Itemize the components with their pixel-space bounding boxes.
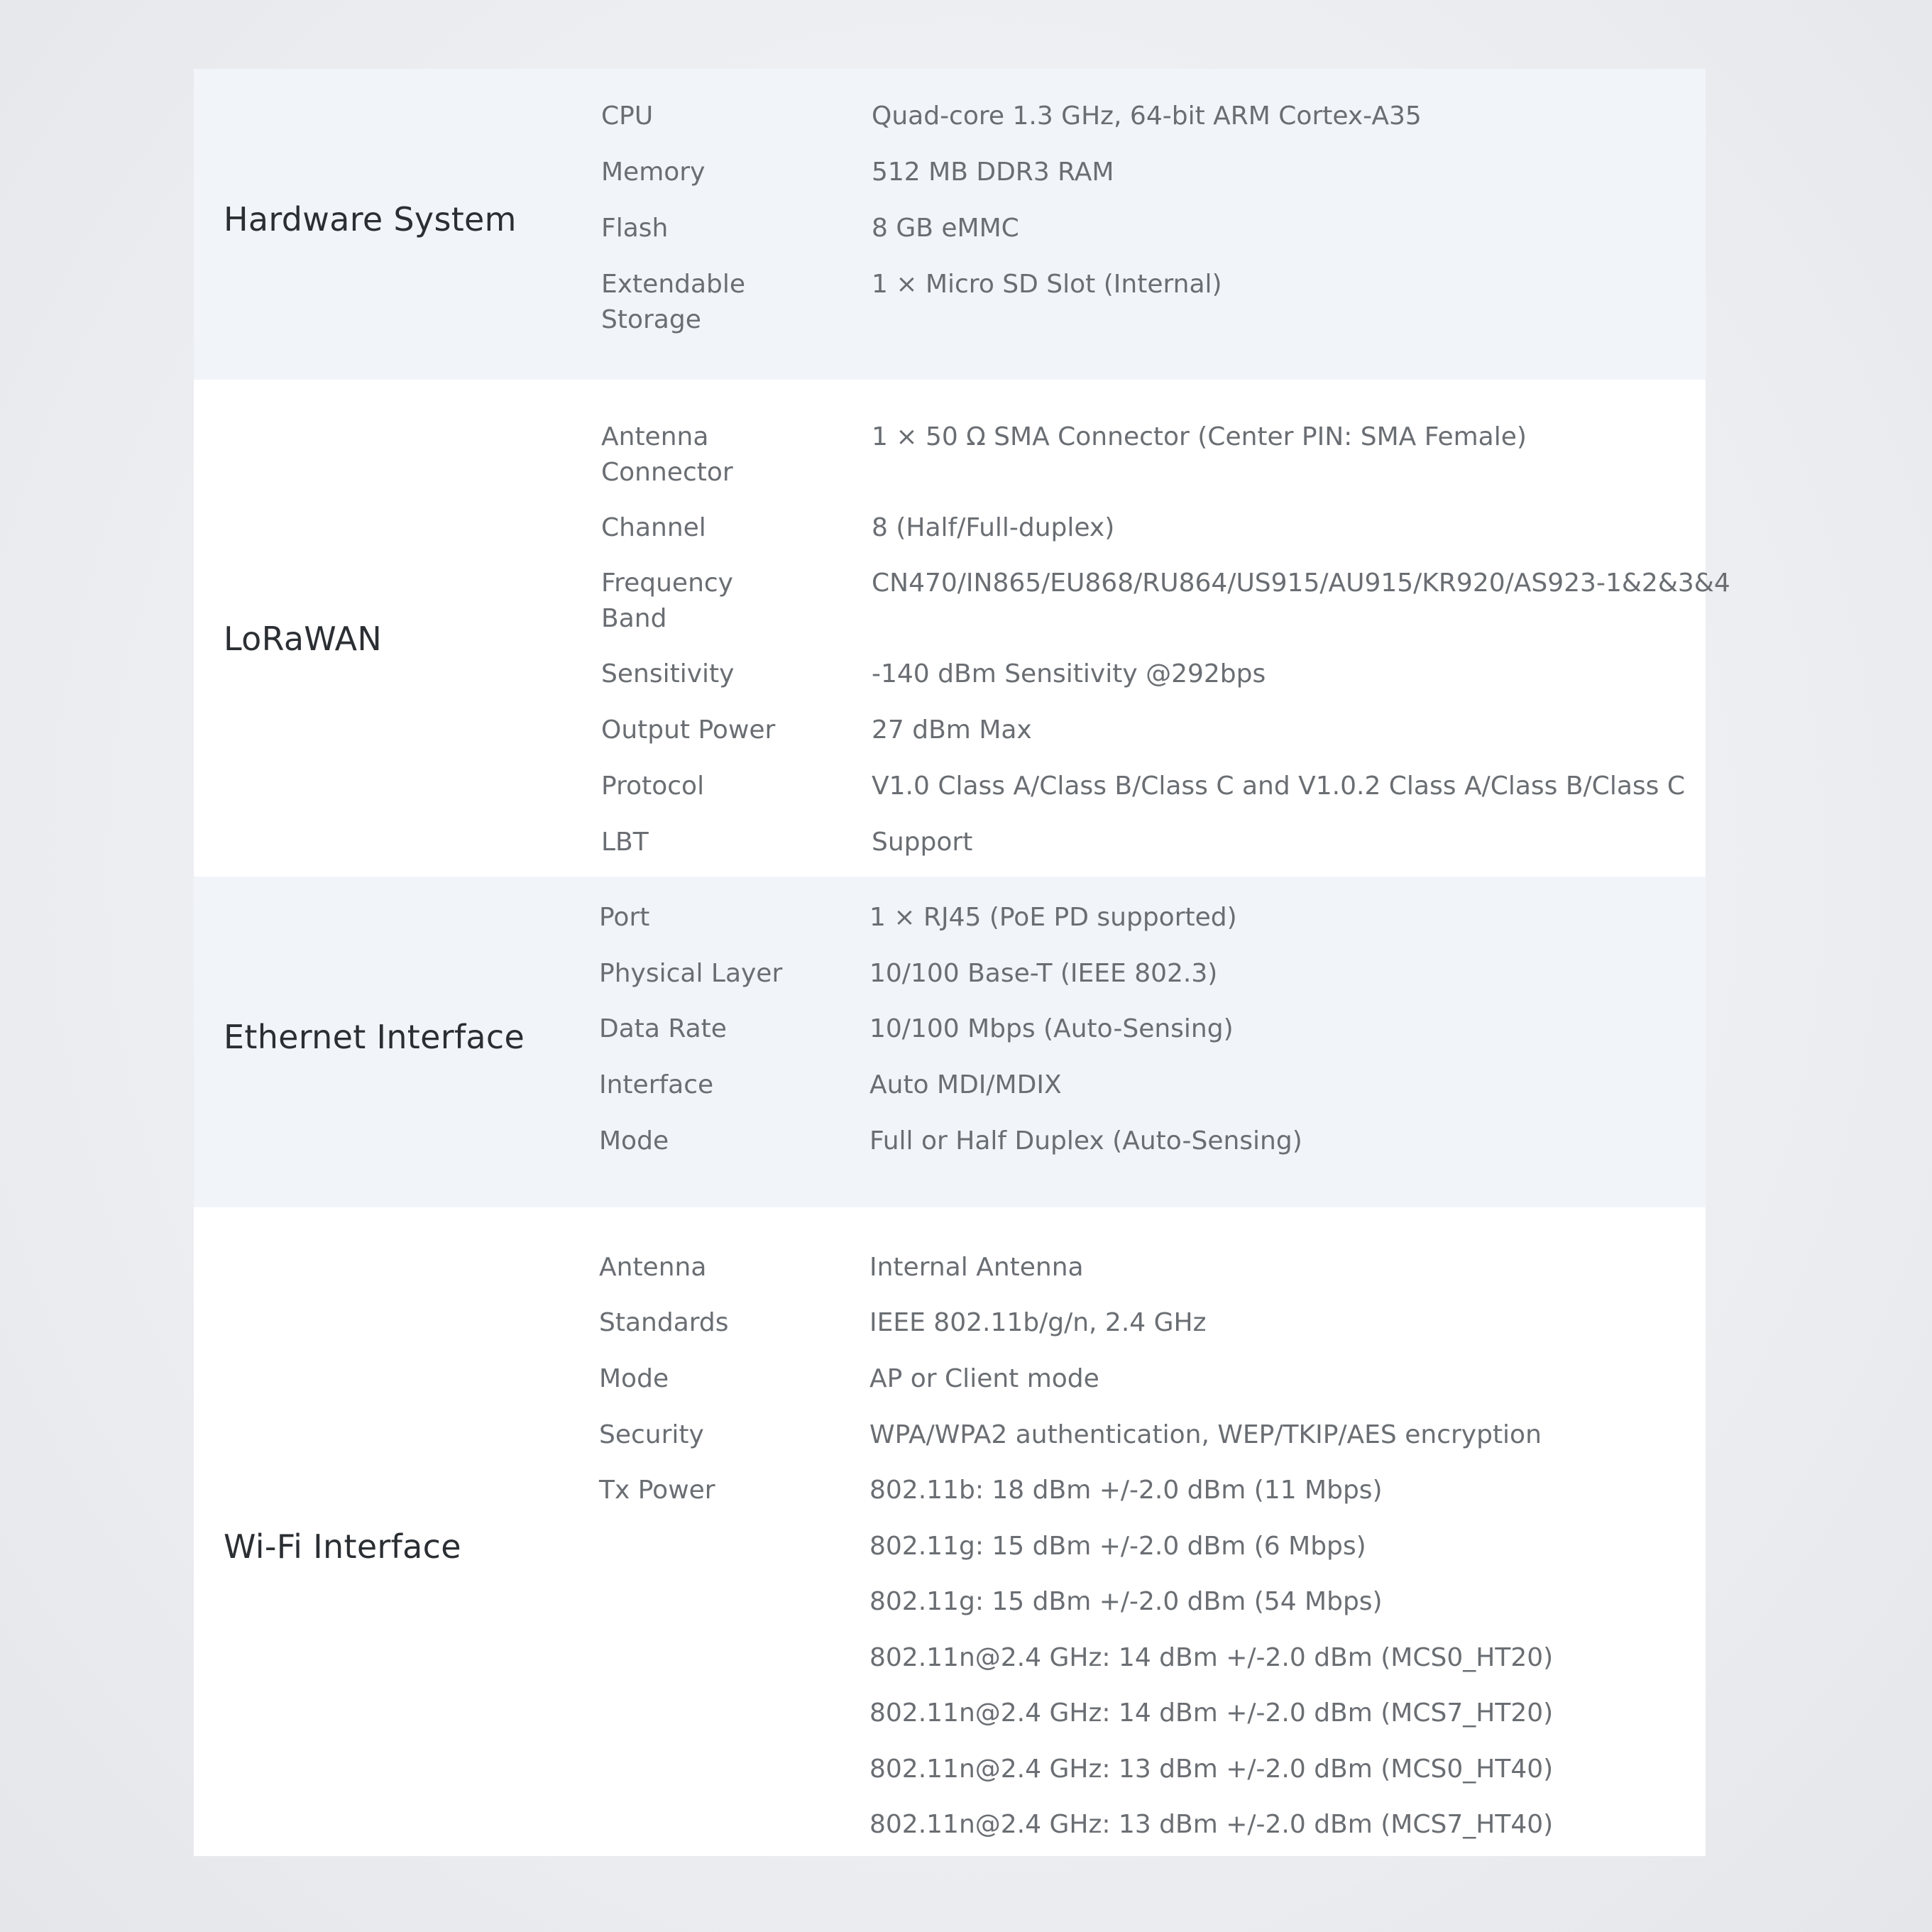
spec-label: Antenna bbox=[599, 1253, 707, 1282]
spec-value: 512 MB DDR3 RAM bbox=[872, 158, 1114, 187]
spec-value: Auto MDI/MDIX bbox=[869, 1070, 1062, 1099]
spec-label: Channel bbox=[601, 513, 706, 542]
spec-value: 27 dBm Max bbox=[872, 715, 1032, 745]
spec-label: Output Power bbox=[601, 715, 776, 745]
spec-value: CN470/IN865/EU868/RU864/US915/AU915/KR920/AS923-1&2&3&4 bbox=[872, 569, 1730, 598]
category-title: LoRaWAN bbox=[224, 620, 383, 658]
spec-label: Flash bbox=[601, 214, 669, 243]
spec-label: Extendable Storage bbox=[601, 270, 746, 334]
spec-label: Port bbox=[599, 903, 650, 932]
spec-value: Full or Half Duplex (Auto-Sensing) bbox=[869, 1126, 1302, 1156]
spec-label: Protocol bbox=[601, 772, 705, 801]
section-lorawan bbox=[194, 380, 1730, 877]
spec-value: -140 dBm Sensitivity @292bps bbox=[872, 659, 1266, 688]
tx-power-line: 802.11n@2.4 GHz: 13 dBm +/-2.0 dBm (MCS7_HT40) bbox=[869, 1810, 1554, 1839]
section-hardware-system bbox=[194, 69, 1706, 380]
category-title: Ethernet Interface bbox=[224, 1018, 525, 1056]
spec-label: CPU bbox=[601, 101, 654, 131]
spec-value: WPA/WPA2 authentication, WEP/TKIP/AES encryption bbox=[869, 1420, 1542, 1449]
spec-label: Security bbox=[599, 1420, 704, 1449]
spec-label: Sensitivity bbox=[601, 659, 735, 688]
spec-value: 1 × Micro SD Slot (Internal) bbox=[872, 270, 1222, 299]
spec-value: Support bbox=[872, 828, 973, 857]
spec-table bbox=[194, 69, 1730, 1856]
tx-power-line: 802.11b: 18 dBm +/-2.0 dBm (11 Mbps) bbox=[869, 1476, 1383, 1505]
spec-label: Antenna Connector bbox=[601, 422, 733, 487]
spec-label: LBT bbox=[601, 828, 649, 857]
spec-value: Internal Antenna bbox=[869, 1253, 1084, 1282]
section-wifi-interface bbox=[194, 1207, 1706, 1856]
spec-value: 10/100 Mbps (Auto-Sensing) bbox=[869, 1014, 1234, 1043]
spec-value: Quad-core 1.3 GHz, 64-bit ARM Cortex-A35 bbox=[872, 101, 1422, 131]
spec-value: AP or Client mode bbox=[869, 1364, 1099, 1393]
spec-value: IEEE 802.11b/g/n, 2.4 GHz bbox=[869, 1308, 1207, 1337]
tx-power-line: 802.11n@2.4 GHz: 14 dBm +/-2.0 dBm (MCS0_HT20) bbox=[869, 1642, 1554, 1672]
spec-value: V1.0 Class A/Class B/Class C and V1.0.2 Class A/Class B/Class C bbox=[872, 772, 1685, 801]
spec-value: 1 × 50 Ω SMA Connector (Center PIN: SMA Female) bbox=[872, 422, 1527, 451]
tx-power-line: 802.11g: 15 dBm +/-2.0 dBm (6 Mbps) bbox=[869, 1531, 1366, 1561]
spec-label: Mode bbox=[599, 1364, 669, 1393]
spec-label: Physical Layer bbox=[599, 959, 783, 988]
spec-label: Frequency Band bbox=[601, 569, 733, 633]
spec-value: 8 GB eMMC bbox=[872, 214, 1019, 243]
spec-label: Memory bbox=[601, 158, 706, 187]
spec-label: Data Rate bbox=[599, 1014, 727, 1043]
section-ethernet-interface bbox=[194, 877, 1706, 1207]
spec-value: 8 (Half/Full-duplex) bbox=[872, 513, 1115, 542]
spec-value-list bbox=[869, 1473, 1693, 1863]
tx-power-line: 802.11n@2.4 GHz: 13 dBm +/-2.0 dBm (MCS0_HT40) bbox=[869, 1754, 1554, 1784]
tx-power-line: 802.11n@2.4 GHz: 14 dBm +/-2.0 dBm (MCS7_HT20) bbox=[869, 1698, 1554, 1728]
spec-value: 1 × RJ45 (PoE PD supported) bbox=[869, 903, 1237, 932]
spec-label: Interface bbox=[599, 1070, 714, 1099]
spec-label: Mode bbox=[599, 1126, 669, 1156]
spec-value: 10/100 Base-T (IEEE 802.3) bbox=[869, 959, 1218, 988]
tx-power-line: 802.11g: 15 dBm +/-2.0 dBm (54 Mbps) bbox=[869, 1587, 1383, 1616]
category-title: Wi-Fi Interface bbox=[224, 1527, 461, 1566]
category-title: Hardware System bbox=[224, 200, 517, 238]
spec-label: Tx Power bbox=[599, 1476, 715, 1505]
spec-label: Standards bbox=[599, 1308, 729, 1337]
